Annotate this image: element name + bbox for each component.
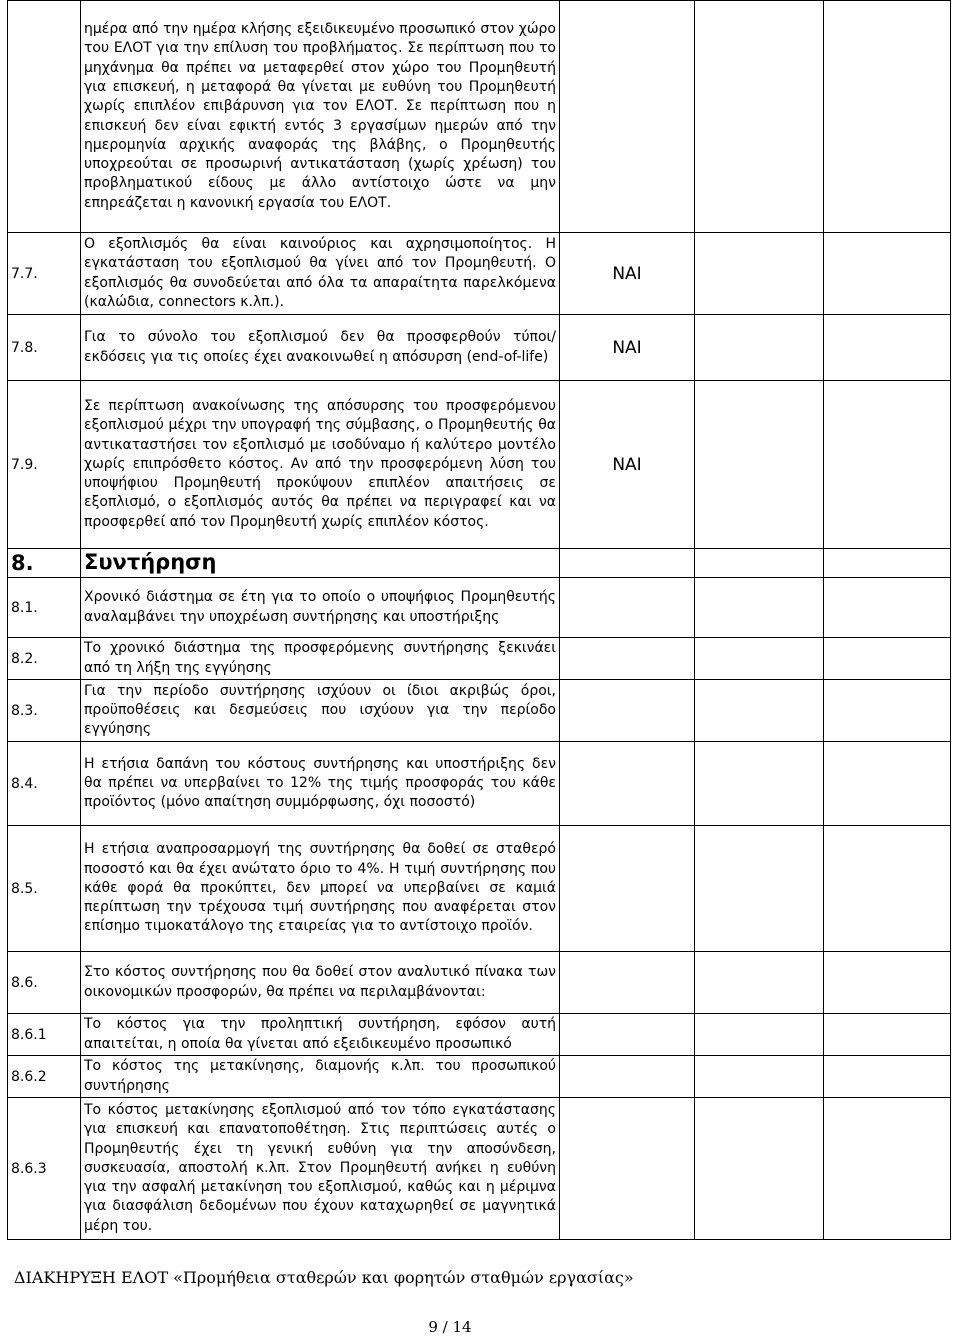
requirement-cell <box>560 549 695 578</box>
row-text: Σε περίπτωση ανακοίνωσης της απόσυρσης του προσφερόμενου εξοπλισμού μέχρι την υπογραφή της σύμβασης, ο Προμηθευτής θα αντικαταστήσει τον εξοπλισμό με ισοδύναμο ή καλύτερο μοντέλο χωρίς επιπρόσθετο κόστος. Αν από την προσφερόμενη λύση του υποψήφιου Προμηθευτή προκύψουν επιπλέον απαιτήσεις σε εξοπλισμό, ο εξοπλισμός αυτός θα πρέπει να περιγραφεί και να προσφερθεί από τον Προμηθευτή χωρίς επιπλέον κόστος. <box>81 381 560 549</box>
answer-cell <box>695 315 824 381</box>
answer-cell <box>695 1014 824 1056</box>
reference-cell <box>824 381 951 549</box>
table-row <box>8 1014 951 1056</box>
reference-cell <box>824 1098 951 1240</box>
table-row <box>8 1056 951 1098</box>
reference-cell <box>824 549 951 578</box>
row-number: 8.2. <box>8 638 81 680</box>
table-row <box>8 826 951 952</box>
table-row <box>8 578 951 638</box>
table-row <box>8 1 951 233</box>
row-text: Το κόστος μετακίνησης εξοπλισμού από τον τόπο εγκατάστασης για επισκευή και επανατοποθέτηση. Στις περιπτώσεις αυτές ο Προμηθευτής έχει τη γενική ευθύνη για την αποσύνδεση, συσκευασία, αποστολή κ.λπ. Στον Προμηθευτή ανήκει η ευθύνη για την ασφαλή μετακίνηση του εξοπλισμού, καθώς και η μέριμνα για διασφάλιση δεδομένων που έχουν καταχωρηθεί σε μαγνητικά μέρη του. <box>81 1098 560 1240</box>
answer-cell <box>695 1 824 233</box>
answer-cell <box>695 549 824 578</box>
footer-document-title: ΔΙΑΚΗΡΥΞΗ ΕΛΟΤ «Προμήθεια σταθερών και φορητών σταθμών εργασίας» <box>14 1268 634 1287</box>
requirement-cell: ΝΑΙ <box>560 381 695 549</box>
requirement-cell <box>560 952 695 1014</box>
row-number: 8.6. <box>8 952 81 1014</box>
reference-cell <box>824 742 951 826</box>
answer-cell <box>695 233 824 315</box>
reference-cell <box>824 315 951 381</box>
requirement-cell: ΝΑΙ <box>560 315 695 381</box>
reference-cell <box>824 1 951 233</box>
requirement-cell <box>560 578 695 638</box>
answer-cell <box>695 578 824 638</box>
section-number: 8. <box>8 549 81 578</box>
row-text: Στο κόστος συντήρησης που θα δοθεί στον αναλυτικό πίνακα των οικονομικών προσφορών, θα πρέπει να περιλαμβάνονται: <box>81 952 560 1014</box>
requirement-cell <box>560 1 695 233</box>
answer-cell <box>695 1098 824 1240</box>
table-row <box>8 952 951 1014</box>
row-text: Το κόστος της μετακίνησης, διαμονής κ.λπ. του προσωπικού συντήρησης <box>81 1056 560 1098</box>
table-row <box>8 233 951 315</box>
requirement-cell <box>560 826 695 952</box>
reference-cell <box>824 952 951 1014</box>
row-text: Η ετήσια αναπροσαρμογή της συντήρησης θα δοθεί σε σταθερό ποσοστό και θα έχει ανώτατο όριο το 4%. Η τιμή συντήρησης που κάθε φορά θα προκύπτει, δεν μπορεί να υπερβαίνει σε καμιά περίπτωση την τρέχουσα τιμή συντήρησης που αναφέρεται στον επίσημο τιμοκατάλογο της εταιρείας για το αντίστοιχο προϊόν. <box>81 826 560 952</box>
reference-cell <box>824 233 951 315</box>
reference-cell <box>824 638 951 680</box>
row-number: 8.4. <box>8 742 81 826</box>
row-text: Για την περίοδο συντήρησης ισχύουν οι ίδιοι ακριβώς όροι, προϋποθέσεις και δεσμεύσεις που ισχύουν για την περίοδο εγγύησης <box>81 680 560 742</box>
reference-cell <box>824 1014 951 1056</box>
requirement-cell <box>560 1014 695 1056</box>
row-number: 8.5. <box>8 826 81 952</box>
answer-cell <box>695 381 824 549</box>
row-text: Το χρονικό διάστημα της προσφερόμενης συντήρησης ξεκινάει από τη λήξη της εγγύησης <box>81 638 560 680</box>
row-number: 8.3. <box>8 680 81 742</box>
answer-cell <box>695 638 824 680</box>
row-number: 8.6.1 <box>8 1014 81 1056</box>
row-text: Το κόστος για την προληπτική συντήρηση, εφόσον αυτή απαιτείται, η οποία θα γίνεται από εξειδικευμένο προσωπικό <box>81 1014 560 1056</box>
reference-cell <box>824 578 951 638</box>
answer-cell <box>695 680 824 742</box>
requirement-cell: ΝΑΙ <box>560 233 695 315</box>
page-number: 9 / 14 <box>428 1318 472 1336</box>
row-number: 8.1. <box>8 578 81 638</box>
table-row <box>8 381 951 549</box>
requirement-cell <box>560 1098 695 1240</box>
table-row <box>8 742 951 826</box>
requirement-cell <box>560 680 695 742</box>
section-heading-row <box>8 549 951 578</box>
row-text: Η ετήσια δαπάνη του κόστους συντήρησης και υποστήριξης δεν θα πρέπει να υπερβαίνει το 12% της τιμής προσφοράς του κάθε προϊόντος (μόνο απαίτηση συμμόρφωσης, όχι ποσοστό) <box>81 742 560 826</box>
row-number: 7.9. <box>8 381 81 549</box>
row-text: ημέρα από την ημέρα κλήσης εξειδικευμένο προσωπικό στον χώρο του ΕΛΟΤ για την επίλυση του προβλήματος. Σε περίπτωση που το μηχάνημα θα πρέπει να μεταφερθεί στον χώρο του Προμηθευτή για επισκευή, η μεταφορά θα γίνεται με ευθύνη του Προμηθευτή χωρίς επιπλέον επιβάρυνση για τον ΕΛΟΤ. Σε περίπτωση που η επισκευή δεν είναι εφικτή εντός 3 εργασίμων ημερών από την ημερομηνία αρχικής αναφοράς της βλάβης, ο Προμηθευτής υποχρεούται σε προσωρινή αντικατάσταση (χωρίς χρέωση) του προβληματικού είδους με άλλο αντίστοιχο ώστε να μην επηρεάζεται η κανονική εργασία του ΕΛΟΤ. <box>81 1 560 233</box>
table-row <box>8 680 951 742</box>
requirement-cell <box>560 638 695 680</box>
reference-cell <box>824 680 951 742</box>
table-row <box>8 315 951 381</box>
row-text: Ο εξοπλισμός θα είναι καινούριος και αχρησιμοποίητος. Η εγκατάσταση του εξοπλισμού θα γίνει από τον Προμηθευτή. Ο εξοπλισμός θα συνοδεύεται από όλα τα απαραίτητα παρελκόμενα (καλώδια, connectors κ.λπ.). <box>81 233 560 315</box>
row-number: 7.7. <box>8 233 81 315</box>
row-number: 8.6.2 <box>8 1056 81 1098</box>
row-number: 8.6.3 <box>8 1098 81 1240</box>
table-row <box>8 638 951 680</box>
reference-cell <box>824 826 951 952</box>
row-number: 7.8. <box>8 315 81 381</box>
section-title: Συντήρηση <box>81 549 560 578</box>
row-number <box>8 1 81 233</box>
answer-cell <box>695 826 824 952</box>
answer-cell <box>695 952 824 1014</box>
reference-cell <box>824 1056 951 1098</box>
specifications-table <box>7 0 951 1240</box>
requirement-cell <box>560 742 695 826</box>
requirement-cell <box>560 1056 695 1098</box>
table-row <box>8 1098 951 1240</box>
answer-cell <box>695 742 824 826</box>
row-text: Χρονικό διάστημα σε έτη για το οποίο ο υποψήφιος Προμηθευτής αναλαμβάνει την υποχρέωση συντήρησης και υποστήριξης <box>81 578 560 638</box>
answer-cell <box>695 1056 824 1098</box>
row-text: Για το σύνολο του εξοπλισμού δεν θα προσφερθούν τύποι/ εκδόσεις για τις οποίες έχει ανακοινωθεί η απόσυρση (end-of-life) <box>81 315 560 381</box>
